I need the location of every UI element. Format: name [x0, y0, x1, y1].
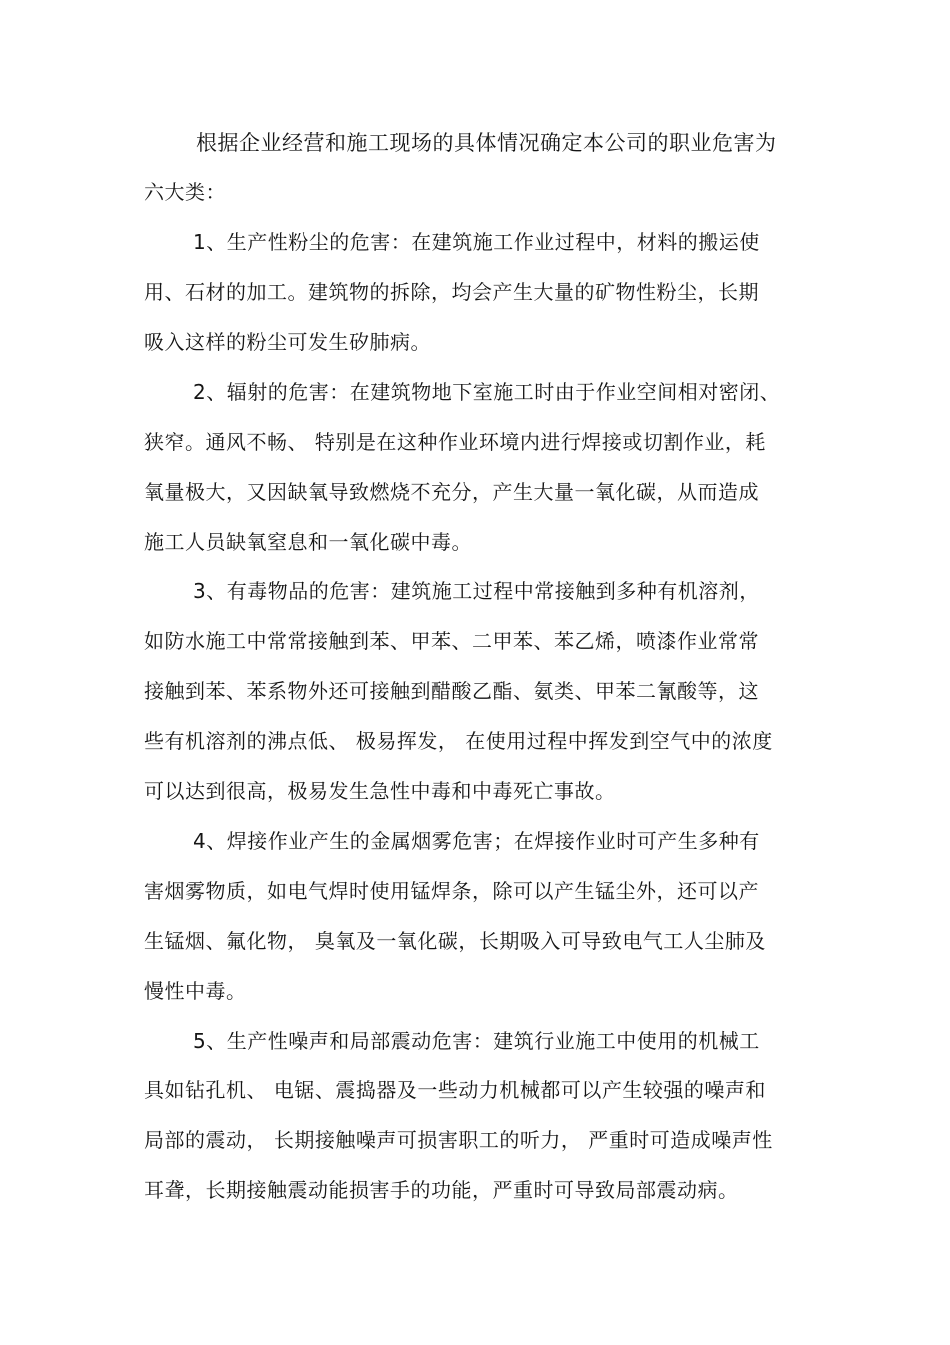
item-1-line-2: 用、石材的加工。建筑物的拆除，均会产生大量的矿物性粉尘，长期	[144, 280, 759, 304]
item-2-line-4: 施工人员缺氧窒息和一氧化碳中毒。	[144, 530, 472, 554]
item-3-line-1: 3、有毒物品的危害：建筑施工过程中常接触到多种有机溶剂，	[193, 579, 760, 603]
item-3-line-2: 如防水施工中常常接触到苯、甲苯、二甲苯、苯乙烯，喷漆作业常常	[144, 629, 759, 653]
item-4-line-1: 4、焊接作业产生的金属烟雾危害；在焊接作业时可产生多种有	[193, 829, 760, 853]
item-3-line-5: 可以达到很高，极易发生急性中毒和中毒死亡事故。	[144, 779, 616, 803]
item-5-line-3: 局部的震动， 长期接触噪声可损害职工的听力， 严重时可造成噪声性	[144, 1128, 773, 1152]
item-4-line-3: 生锰烟、氟化物， 臭氧及一氧化碳，长期吸入可导致电气工人尘肺及	[144, 929, 766, 953]
item-2-line-1: 2、辐射的危害：在建筑物地下室施工时由于作业空间相对密闭、	[193, 380, 781, 404]
item-5-line-1: 5、生产性噪声和局部震动危害：建筑行业施工中使用的机械工	[193, 1029, 760, 1053]
intro-line-1: 根据企业经营和施工现场的具体情况确定本公司的职业危害为	[196, 131, 777, 155]
item-2-line-2: 狭窄。通风不畅、 特别是在这种作业环境内进行焊接或切割作业，耗	[144, 430, 766, 454]
item-4-line-4: 慢性中毒。	[144, 979, 247, 1003]
item-2-line-3: 氧量极大，又因缺氧导致燃烧不充分，产生大量一氧化碳，从而造成	[144, 480, 759, 504]
intro-line-2: 六大类：	[144, 180, 226, 204]
item-3-line-3: 接触到苯、苯系物外还可接触到醋酸乙酯、氨类、甲苯二氰酸等，这	[144, 679, 759, 703]
item-4-line-2: 害烟雾物质，如电气焊时使用锰焊条，除可以产生锰尘外，还可以产	[144, 879, 759, 903]
item-1-line-3: 吸入这样的粉尘可发生矽肺病。	[144, 330, 431, 354]
item-3-line-4: 些有机溶剂的沸点低、 极易挥发， 在使用过程中挥发到空气中的浓度	[144, 729, 773, 753]
item-5-line-2: 具如钻孔机、 电锯、震捣器及一些动力机械都可以产生较强的噪声和	[144, 1078, 766, 1102]
item-5-line-4: 耳聋，长期接触震动能损害手的功能，严重时可导致局部震动病。	[144, 1178, 739, 1202]
item-1-line-1: 1、生产性粉尘的危害：在建筑施工作业过程中，材料的搬运使	[193, 230, 760, 254]
